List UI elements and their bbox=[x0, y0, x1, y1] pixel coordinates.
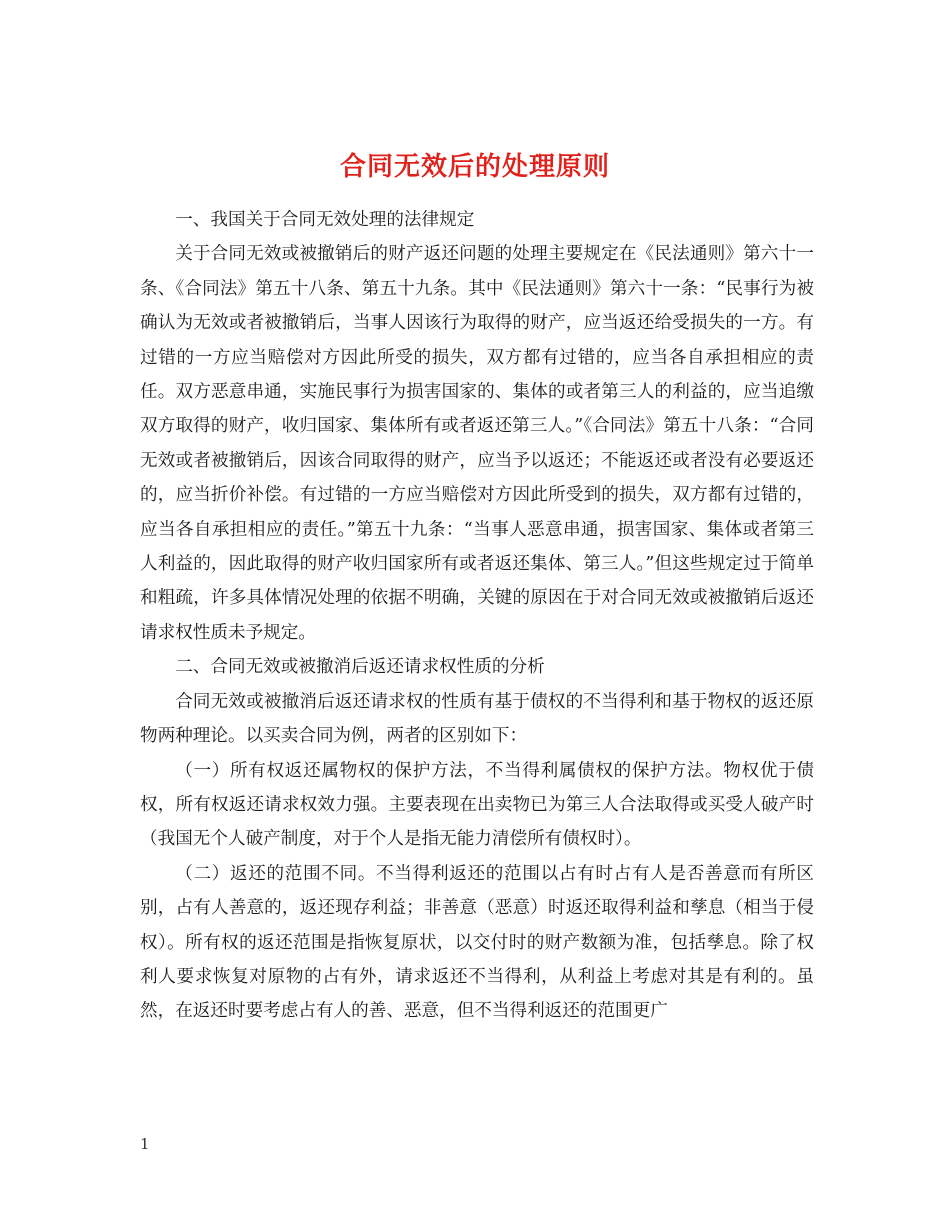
document-body bbox=[140, 203, 814, 1029]
section-heading-2: 二、合同无效或被撤消后返还请求权性质的分析 bbox=[175, 657, 545, 678]
body-paragraph: 关于合同无效或被撤销后的财产返还问题的处理主要规定在《民法通则》第六十一条、《合同法》第五十八条、第五十九条。其中《民法通则》第六十一条：“民事行为被确认为无效或者被撤销后，当事人因该行为取得的财产，应当返还给受损失的一方。有过错的一方应当赔偿对方因此所受的损失，双方都有过错的，应当各自承担相应的责任。双方恶意串通，实施民事行为损害国家的、集体的或者第三人的利益的，应当追缴双方取得的财产，收归国家、集体所有或者返还第三人。”《合同法》第五十八条：“合同无效或者被撤销后，因该合同取得的财产，应当予以返还；不能返还或者没有必要返还的，应当折价补偿。有过错的一方应当赔偿对方因此所受到的损失，双方都有过错的，应当各自承担相应的责任。”第五十九条：“当事人恶意串通，损害国家、集体或者第三人利益的，因此取得的财产收归国家所有或者返还集体、第三人。”但这些规定过于简单和粗疏，许多具体情况处理的依据不明确，关键的原因在于对合同无效或被撤销后返还请求权性质未予规定。 bbox=[140, 244, 814, 643]
body-paragraph: （二）返还的范围不同。不当得利返还的范围以占有时占有人是否善意而有所区别，占有人善意的，返还现存利益；非善意（恶意）时返还取得利益和孳息（相当于侵权）。所有权的返还范围是指恢复原状，以交付时的财产数额为准，包括孳息。除了权利人要求恢复对原物的占有外，请求返还不当得利，从利益上考虑对其是有利的。虽然，在返还时要考虑占有人的善、恶意，但不当得利返还的范围更广 bbox=[140, 863, 814, 1022]
body-paragraph: 合同无效或被撤消后返还请求权的性质有基于债权的不当得利和基于物权的返还原物两种理论。以买卖合同为例，两者的区别如下： bbox=[140, 691, 814, 747]
page-number: 1 bbox=[140, 1135, 150, 1153]
document-title: 合同无效后的处理原则 bbox=[339, 152, 610, 183]
body-paragraph: （一）所有权返还属物权的保护方法，不当得利属债权的保护方法。物权优于债权，所有权返还请求权效力强。主要表现在出卖物已为第三人合法取得或买受人破产时（我国无个人破产制度，对于个人是指无能力清偿所有债权时）。 bbox=[140, 760, 814, 850]
section-heading-1: 一、我国关于合同无效处理的法律规定 bbox=[175, 210, 475, 230]
